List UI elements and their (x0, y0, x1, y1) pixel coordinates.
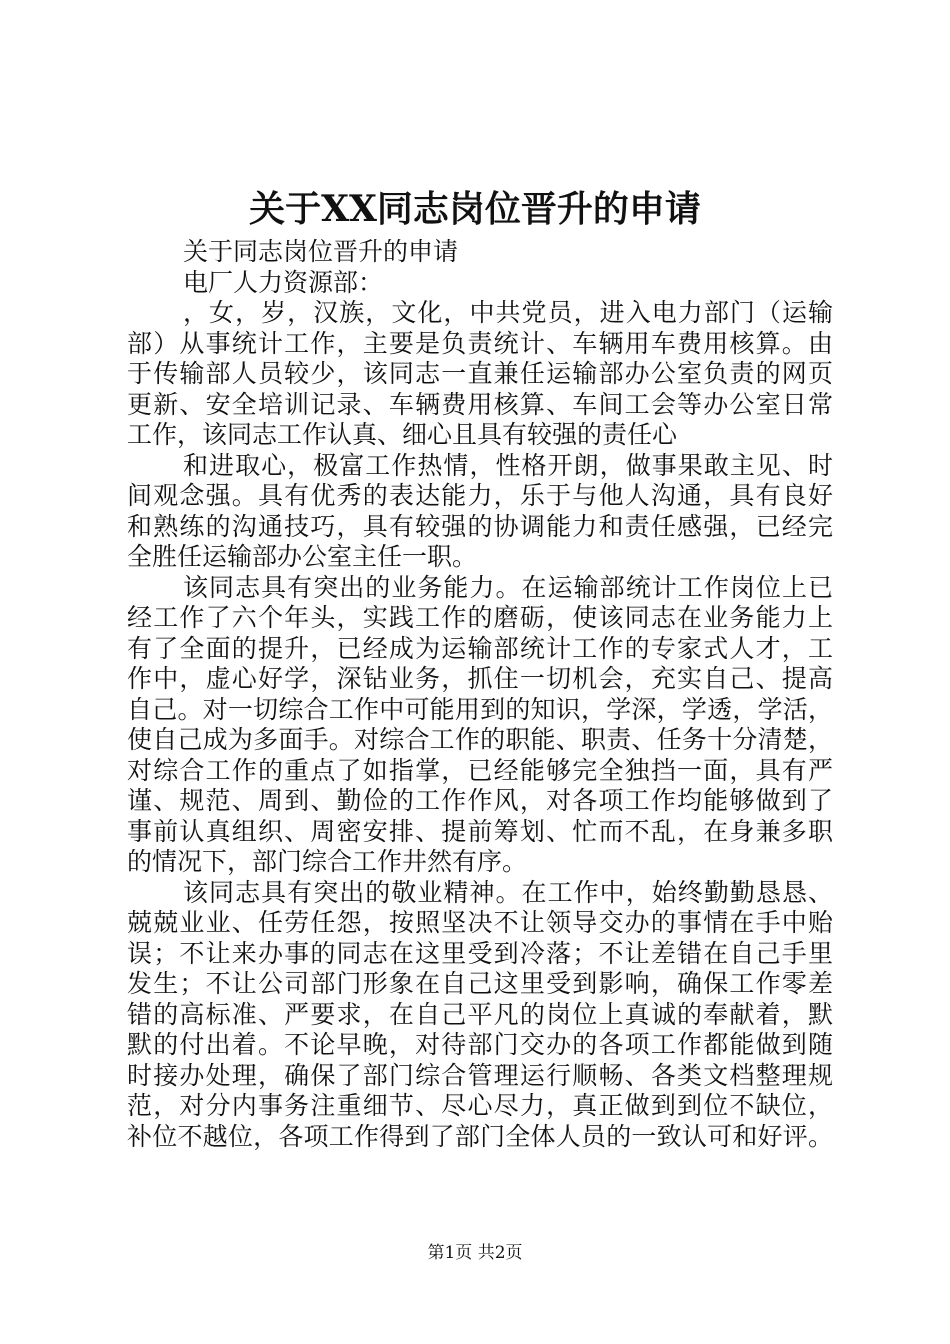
page-footer: 第1页 共2页 (427, 1243, 523, 1263)
document-title: 关于XX同志岗位晋升的申请 (249, 188, 701, 230)
text-line: 默的付出着。不论早晚，对待部门交办的各项工作都能做到随 (127, 1030, 833, 1059)
text-line: 有了全面的提升，已经成为运输部统计工作的专家式人才，工 (127, 633, 833, 663)
text-line: 范，对分内事务注重细节、尽心尽力，真正做到到位不缺位， (127, 1091, 833, 1120)
text-line: 经工作了六个年头，实践工作的磨砺，使该同志在业务能力上 (127, 603, 833, 632)
text-line: 事前认真组织、周密安排、提前筹划、忙而不乱，在身兼多职 (127, 816, 833, 846)
text-line: 间观念强。具有优秀的表达能力，乐于与他人沟通，具有良好 (127, 481, 833, 510)
document-body (127, 237, 833, 1152)
text-line: 时接办处理，确保了部门综合管理运行顺畅、各类文档整理规 (127, 1060, 833, 1090)
text-line: 该同志具有突出的敬业精神。在工作中，始终勤勤恳恳、 (183, 877, 833, 907)
text-line: 关于同志岗位晋升的申请 (183, 237, 459, 266)
text-line: 自己。对一切综合工作中可能用到的知识，学深，学透，学活， (127, 694, 833, 724)
text-line: 谨、规范、周到、勤俭的工作作风，对各项工作均能够做到了 (127, 786, 833, 815)
text-line: 全胜任运输部办公室主任一职。 (127, 542, 478, 571)
text-line: 作中，虚心好学，深钻业务，抓住一切机会，充实自己、提高 (127, 664, 833, 693)
text-line: 使自己成为多面手。对综合工作的职能、职责、任务十分清楚， (127, 725, 833, 754)
text-line: 工作，该同志工作认真、细心且具有较强的责任心 (127, 420, 678, 449)
text-line: ，女，岁，汉族，文化，中共党员，进入电力部门（运输 (183, 298, 833, 327)
text-line: 部）从事统计工作，主要是负责统计、车辆用车费用核算。由 (127, 328, 833, 358)
text-line: 和熟练的沟通技巧，具有较强的协调能力和责任感强，已经完 (127, 511, 833, 541)
text-line: 补位不越位，各项工作得到了部门全体人员的一致认可和好评。 (127, 1121, 833, 1151)
text-line: 和进取心，极富工作热情，性格开朗，做事果敢主见、时 (183, 450, 833, 480)
text-line: 误；不让来办事的同志在这里受到冷落；不让差错在自己手里 (127, 938, 833, 968)
text-line: 兢兢业业、任劳任怨，按照坚决不让领导交办的事情在手中贻 (127, 908, 833, 937)
text-line: 对综合工作的重点了如指掌，已经能够完全独挡一面，具有严 (127, 755, 833, 785)
text-line: 该同志具有突出的业务能力。在运输部统计工作岗位上已 (183, 572, 833, 602)
text-line: 于传输部人员较少，该同志一直兼任运输部办公室负责的网页 (127, 359, 833, 388)
text-line: 发生；不让公司部门形象在自己这里受到影响，确保工作零差 (127, 969, 833, 998)
text-line: 电厂人力资源部： (183, 267, 384, 297)
text-line: 的情况下，部门综合工作井然有序。 (127, 847, 528, 876)
text-line: 更新、安全培训记录、车辆费用核算、车间工会等办公室日常 (127, 389, 833, 419)
text-line: 错的高标准、严要求，在自己平凡的岗位上真诚的奉献着，默 (127, 999, 833, 1029)
